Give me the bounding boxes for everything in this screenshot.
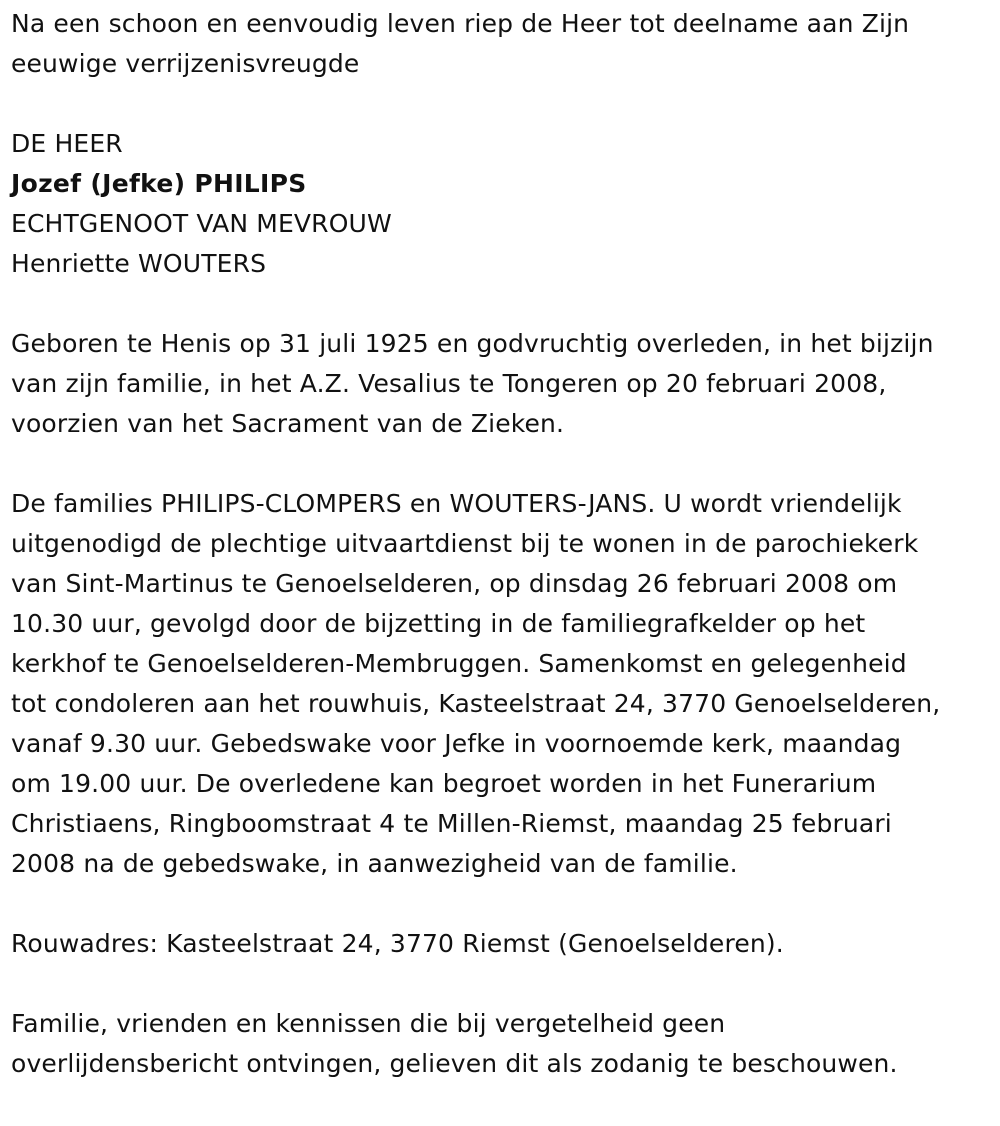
closing-line: Familie, vrienden en kennissen die bij vergetelheid geen	[11, 1009, 726, 1038]
intro-line: Na een schoon en eenvoudig leven riep de Heer tot deelname aan Zijn	[11, 9, 910, 38]
birth-death-paragraph	[11, 324, 990, 444]
birth-death-line: voorzien van het Sacrament van de Zieken.	[11, 409, 565, 438]
funeral-line: De families PHILIPS-CLOMPERS en WOUTERS-JANS. U wordt vriendelijk	[11, 489, 902, 518]
funeral-line: vanaf 9.30 uur. Gebedswake voor Jefke in voornoemde kerk, maandag	[11, 729, 902, 758]
address-paragraph	[11, 924, 990, 964]
closing-paragraph	[11, 1004, 990, 1084]
funeral-line: 2008 na de gebedswake, in aanwezigheid van de familie.	[11, 849, 738, 878]
funeral-line: 10.30 uur, gevolgd door de bijzetting in de familiegrafkelder op het	[11, 609, 866, 638]
paragraph-spacer	[11, 284, 990, 324]
closing-line: overlijdensbericht ontvingen, gelieven dit als zodanig te beschouwen.	[11, 1049, 898, 1078]
funeral-line: tot condoleren aan het rouwhuis, Kasteelstraat 24, 3770 Genoelselderen,	[11, 689, 941, 718]
paragraph-spacer	[11, 444, 990, 484]
birth-death-line: van zijn familie, in het A.Z. Vesalius te Tongeren op 20 februari 2008,	[11, 369, 887, 398]
funeral-line: om 19.00 uur. De overledene kan begroet worden in het Funerarium	[11, 769, 877, 798]
intro-line: eeuwige verrijzenisvreugde	[11, 49, 360, 78]
paragraph-spacer	[11, 84, 990, 124]
paragraph-spacer	[11, 884, 990, 924]
mourning-address: Rouwadres: Kasteelstraat 24, 3770 Riemst (Genoelselderen).	[11, 929, 784, 958]
deceased-block	[11, 124, 990, 284]
funeral-line: uitgenodigd de plechtige uitvaartdienst bij te wonen in de parochiekerk	[11, 529, 919, 558]
paragraph-spacer	[11, 964, 990, 1004]
spouse-label: ECHTGENOOT VAN MEVROUW	[11, 209, 392, 238]
intro-paragraph	[11, 4, 990, 84]
funeral-line: kerkhof te Genoelselderen-Membruggen. Samenkomst en gelegenheid	[11, 649, 907, 678]
funeral-line: van Sint-Martinus te Genoelselderen, op dinsdag 26 februari 2008 om	[11, 569, 898, 598]
funeral-line: Christiaens, Ringboomstraat 4 te Millen-Riemst, maandag 25 februari	[11, 809, 892, 838]
funeral-paragraph	[11, 484, 990, 884]
spouse-name: Henriette WOUTERS	[11, 249, 267, 278]
birth-death-line: Geboren te Henis op 31 juli 1925 en godvruchtig overleden, in het bijzijn	[11, 329, 934, 358]
deceased-title: DE HEER	[11, 129, 123, 158]
deceased-name: Jozef (Jefke) PHILIPS	[11, 169, 307, 198]
